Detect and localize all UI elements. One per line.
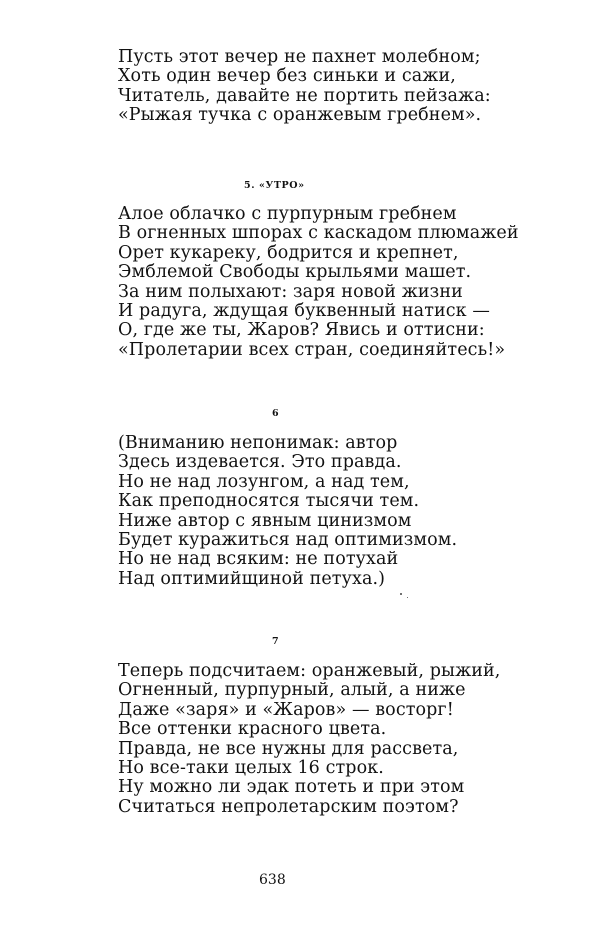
poem-line: «Пролетарии всех стран, соединяйтесь!» bbox=[118, 339, 506, 360]
poem-line: Хоть один вечер без синьки и сажи, bbox=[118, 66, 456, 87]
poem-line: О, где же ты, Жаров? Явись и оттисни: bbox=[118, 320, 485, 341]
poem-line: Эмблемой Свободы крыльями машет. bbox=[118, 262, 472, 283]
print-speck bbox=[400, 593, 402, 595]
poem-line: Но все-таки целых 16 строк. bbox=[118, 758, 384, 779]
poem-line: Будет куражиться над оптимизмом. bbox=[118, 530, 458, 551]
poem-line: (Вниманию непонимак: автор bbox=[118, 433, 398, 453]
poem-line: И радуга, ждущая буквенный натиск — bbox=[118, 301, 490, 322]
poem-line: Алое облачко с пурпурным гребнем bbox=[118, 204, 457, 224]
poem-line: За ним полыхают: заря новой жизни bbox=[118, 281, 463, 302]
poem-line: Все оттенки красного цвета. bbox=[118, 719, 387, 740]
poem-line: Но не над лозунгом, а над тем, bbox=[118, 471, 410, 492]
poem-line: «Рыжая тучка с оранжевым гребнем». bbox=[118, 105, 482, 126]
poem-line: Пусть этот вечер не пахнет молебном; bbox=[118, 47, 481, 67]
poem-line: Ну можно ли эдак потеть и при этом bbox=[118, 777, 465, 798]
poem-line: Здесь издевается. Это правда. bbox=[118, 452, 402, 473]
page-number: 638 bbox=[259, 872, 286, 888]
poem-line: В огненных шпорах с каскадом плюмажей bbox=[118, 223, 519, 244]
poem-line: Как преподносятся тысячи тем. bbox=[118, 491, 420, 512]
section-5-heading: 5. «УТРО» bbox=[244, 180, 305, 191]
stanza-1 bbox=[118, 48, 491, 126]
poem-line: Считаться непролетарским поэтом? bbox=[118, 796, 459, 817]
section-7-heading: 7 bbox=[272, 636, 280, 647]
poem-line: Орет кукареку, бодрится и крепнет, bbox=[118, 242, 459, 263]
section-5-stanza bbox=[118, 205, 519, 360]
poem-line: Читатель, давайте не портить пейзажа: bbox=[118, 85, 491, 106]
poem-line: Даже «заря» и «Жаров» — восторг! bbox=[118, 699, 454, 720]
poem-line: Огненный, пурпурный, алый, а ниже bbox=[118, 680, 466, 701]
poem-line: Ниже автор с явным цинизмом bbox=[118, 510, 412, 531]
section-6-heading: 6 bbox=[272, 408, 280, 419]
poem-line: Теперь подсчитаем: оранжевый, рыжий, bbox=[118, 661, 501, 681]
section-6-stanza bbox=[118, 434, 457, 589]
poem-line: Над оптимийщиной петуха.) bbox=[118, 568, 386, 589]
poem-line: Но не над всяким: не потухай bbox=[118, 549, 399, 570]
poem-line: Правда, не все нужны для рассвета, bbox=[118, 738, 459, 759]
print-speck bbox=[407, 597, 408, 598]
section-7-stanza bbox=[118, 662, 500, 817]
